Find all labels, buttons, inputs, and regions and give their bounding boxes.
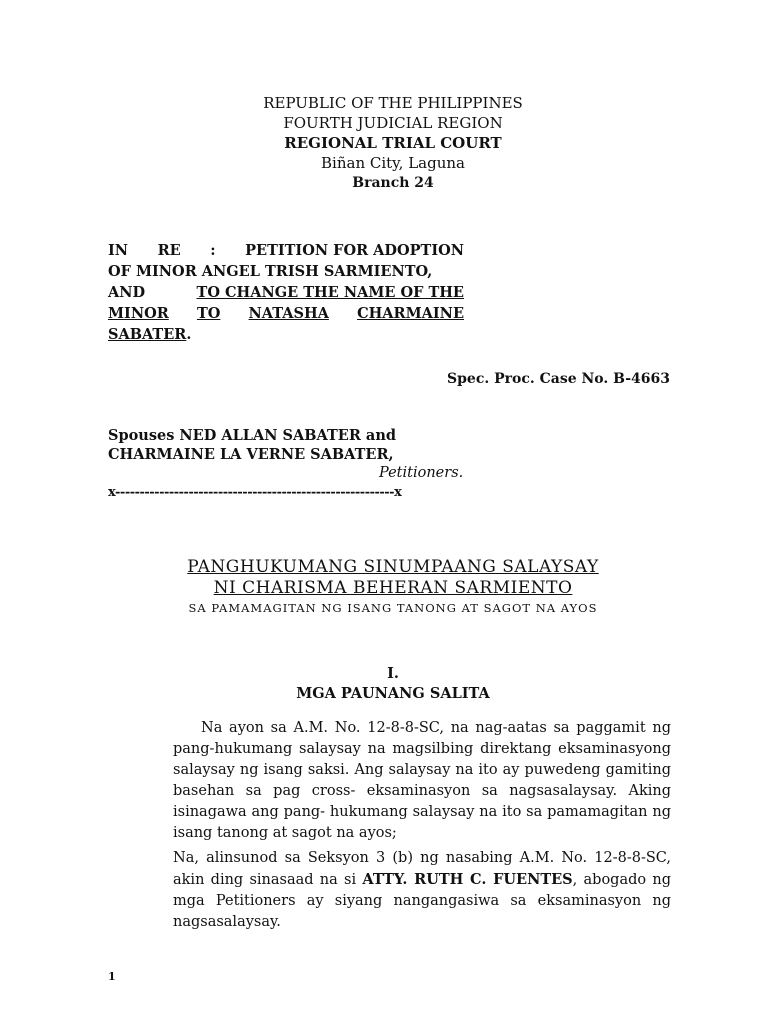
caption-line-3: AND TO CHANGE THE NAME OF THE — [108, 284, 464, 301]
section-number: I. — [387, 665, 399, 682]
section-title: MGA PAUNANG SALITA — [296, 685, 490, 702]
parties-line-1: Spouses NED ALLAN SABATER and — [108, 427, 396, 444]
court-heading — [0, 93, 768, 193]
petitioners-label: Petitioners. — [379, 465, 464, 481]
section-heading — [0, 664, 768, 704]
title-line-1: PANGHUKUMANG SINUMPAANG SALAYSAY — [187, 557, 599, 577]
page-number: 1 — [108, 970, 116, 983]
case-number: Spec. Proc. Case No. B-4663 — [447, 371, 670, 387]
heading-branch: Branch 24 — [352, 175, 434, 191]
caption-line-5: SABATER. — [108, 326, 192, 343]
parties-block — [108, 426, 478, 502]
heading-city: Biñan City, Laguna — [321, 154, 465, 172]
title-subtitle: SA PAMAMAGITAN NG ISANG TANONG AT SAGOT NA AYOS — [188, 601, 598, 615]
caption-line-2: OF MINOR ANGEL TRISH SARMIENTO, — [108, 263, 433, 280]
paragraph-2-text: Na, alinsunod sa Seksyon 3 (b) ng nasabing A.M. No. 12-8-8-SC, akin ding sinasaad na si ATTY. RUTH C. FUENTES, abogado ng mga Petitioners ay siyang nangangasiwa sa eksaminasyon ng nagsasalaysay. — [173, 850, 671, 930]
document-title — [0, 557, 768, 615]
paragraph-2 — [173, 848, 671, 933]
paragraph-1-text: Na ayon sa A.M. No. 12-8-8-SC, na nag-aatas sa paggamit ng pang-hukumang salaysay na magsilbing direktang eksaminasyong salaysay ng isang saksi. Ang salaysay na ito ay puwedeng gamiting basehan sa pag cross- eksaminasyon sa nagsasalaysay. Aking isinagawa ang pang- hukumang salaysay na ito sa pamamagitan ng isang tanong at sagot na ayos; — [173, 720, 671, 841]
title-line-2: NI CHARISMA BEHERAN SARMIENTO — [213, 578, 573, 598]
caption-line-4: MINOR TO NATASHA CHARMAINE — [108, 305, 464, 322]
case-caption — [108, 240, 464, 345]
heading-court: REGIONAL TRIAL COURT — [284, 134, 502, 152]
heading-region: FOURTH JUDICIAL REGION — [283, 114, 503, 132]
attorney-name: ATTY. RUTH C. FUENTES — [362, 871, 573, 888]
caption-separator: x---------------------------------------------------------x — [108, 485, 402, 500]
heading-republic: REPUBLIC OF THE PHILIPPINES — [263, 94, 523, 112]
paragraph-1 — [173, 718, 671, 844]
parties-line-2: CHARMAINE LA VERNE SABATER, — [108, 446, 394, 463]
caption-line-1: IN RE : PETITION FOR ADOPTION — [108, 242, 464, 259]
